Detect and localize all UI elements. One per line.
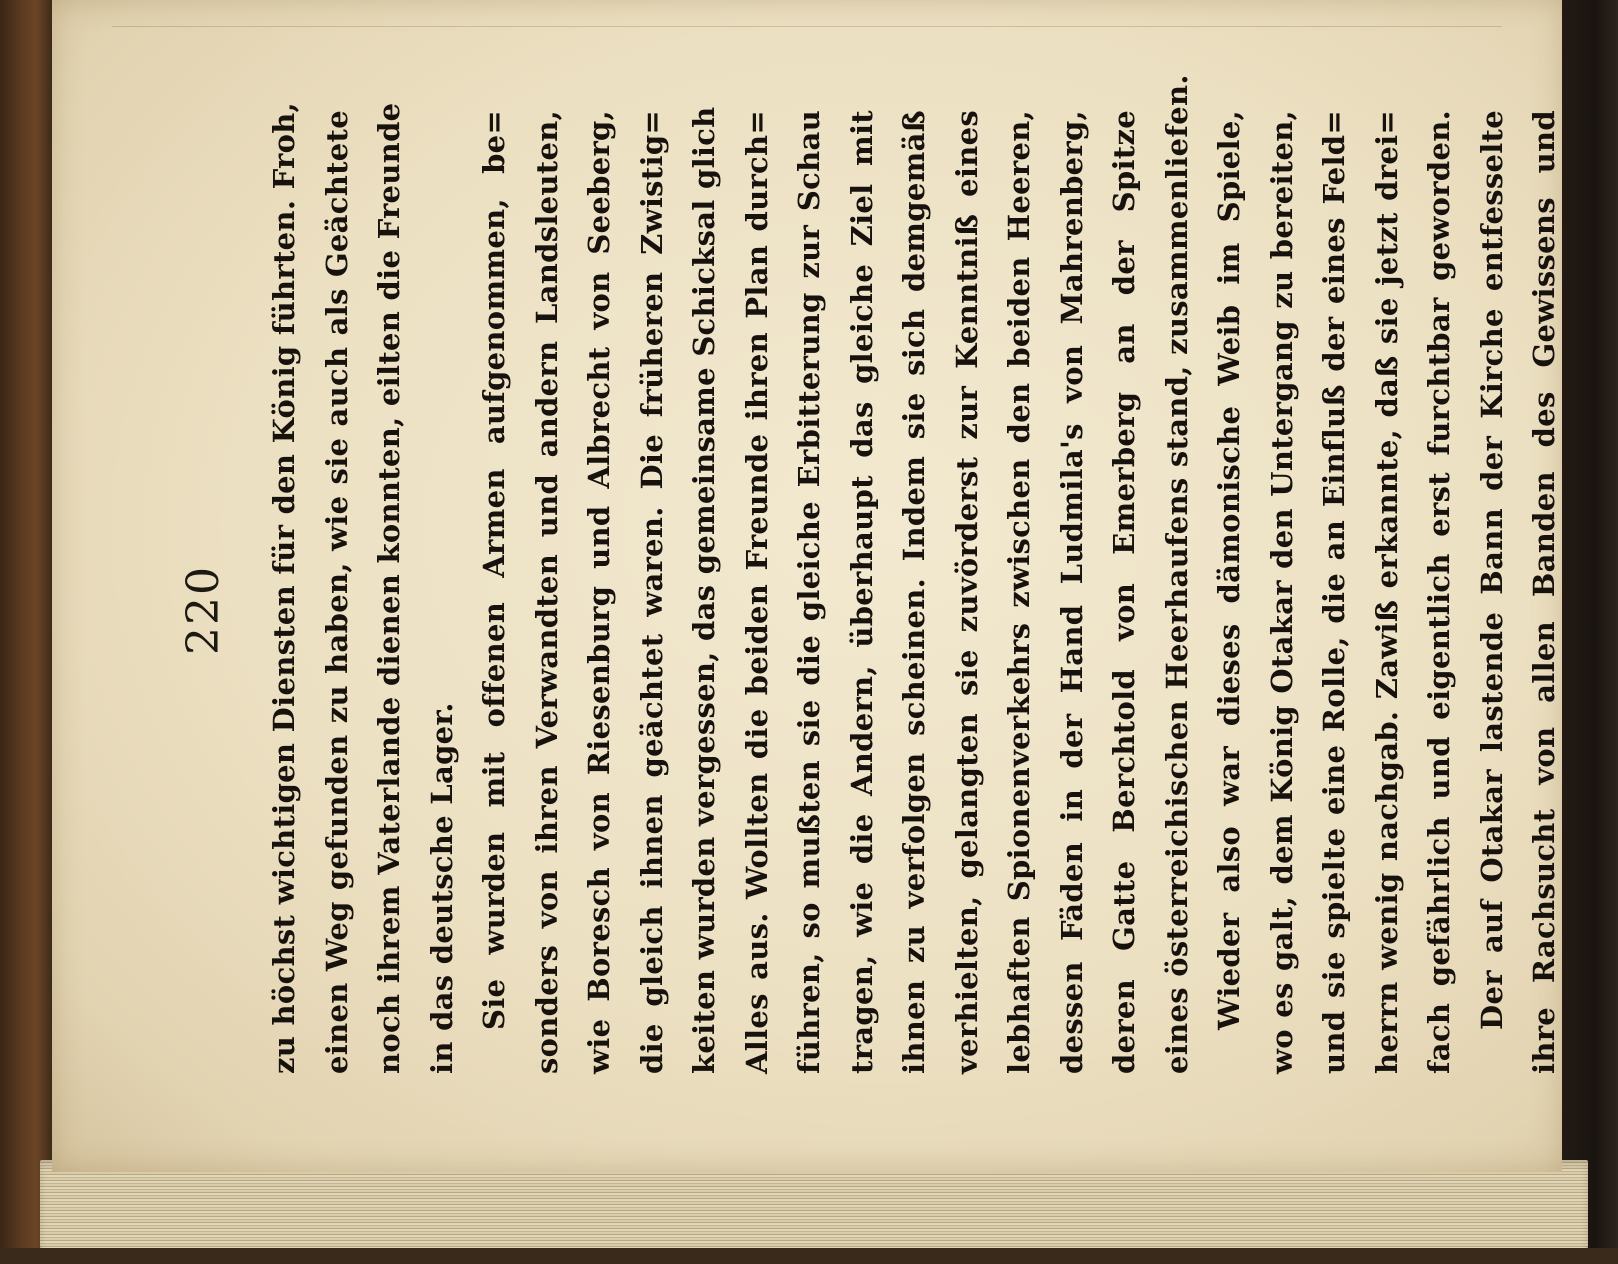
text-line: Alles aus. Wollten die beiden Freunde ihren Plan durch= bbox=[739, 110, 774, 1074]
text-line: die gleich ihnen geächtet waren. Die früheren Zwistig= bbox=[634, 110, 669, 1074]
book-cover-left bbox=[0, 0, 52, 1264]
text-line: Sie wurden mit offenen Armen aufgenommen, be= bbox=[477, 110, 511, 1030]
text-line: sonders von ihren Verwandten und andern Landsleuten, bbox=[529, 110, 564, 1074]
text-line: und sie spielte eine Rolle, die an Einfluß der eines Feld= bbox=[1317, 110, 1351, 1074]
text-line: Wieder also war dieses dämonische Weib im Spiele, bbox=[1212, 110, 1246, 1030]
text-line: führen, so mußten sie die gleiche Erbitterung zur Schau bbox=[792, 110, 826, 1074]
text-line: tragen, wie die Andern, überhaupt das gleiche Ziel mit bbox=[844, 110, 879, 1074]
text-line: dessen Fäden in der Hand Ludmila's von Mahrenberg, bbox=[1054, 110, 1089, 1074]
page-number: 220 bbox=[178, 565, 229, 655]
text-line: herrn wenig nachgab. Zawiß erkannte, daß sie jetzt drei= bbox=[1369, 110, 1404, 1074]
text-line: fach gefährlich und eigentlich erst furchtbar geworden. bbox=[1422, 110, 1456, 1074]
text-line: ihre Rachsucht von allen Banden des Gewissens und bbox=[1527, 110, 1561, 1074]
page-stack-edge bbox=[40, 1160, 1588, 1252]
page-top-edge bbox=[112, 0, 1502, 27]
text-line: lebhaften Spionenverkehrs zwischen den beiden Heeren, bbox=[1002, 110, 1036, 1074]
text-line: verhielten, gelangten sie zuvörderst zur Kenntniß eines bbox=[949, 110, 984, 1074]
text-line: keiten wurden vergessen, das gemeinsame Schicksal glich bbox=[687, 106, 721, 1074]
text-line: Der auf Otakar lastende Bann der Kirche entfesselte bbox=[1474, 110, 1509, 1030]
text-lines bbox=[258, 74, 1562, 1074]
text-line: deren Gatte Berchtold von Emerberg an der Spitze bbox=[1107, 110, 1141, 1074]
text-frame bbox=[172, 74, 1561, 1170]
book-cover-right bbox=[1560, 0, 1618, 1264]
text-line: einen Weg gefunden zu haben, wie sie auch als Geächtete bbox=[319, 110, 354, 1074]
text-line: noch ihrem Vaterlande dienen konnten, eilten die Freunde bbox=[372, 102, 406, 1074]
text-line: eines österreichischen Heerhaufens stand, zusammenliefen. bbox=[1159, 74, 1194, 1074]
text-line: in das deutsche Lager. bbox=[424, 702, 459, 1074]
text-line: wie Boresch von Riesenburg und Albrecht von Seeberg, bbox=[582, 110, 616, 1074]
text-line: zu höchst wichtigen Diensten für den König führten. Froh, bbox=[267, 102, 301, 1074]
book-page bbox=[52, 0, 1562, 1172]
text-line: ihnen zu verfolgen scheinen. Indem sie sich demgemäß bbox=[897, 110, 931, 1074]
rotated-text-block bbox=[172, 74, 1561, 1130]
book-cover-bottom bbox=[0, 1248, 1618, 1264]
text-line: wo es galt, dem König Otakar den Untergang zu bereiten, bbox=[1264, 110, 1299, 1074]
